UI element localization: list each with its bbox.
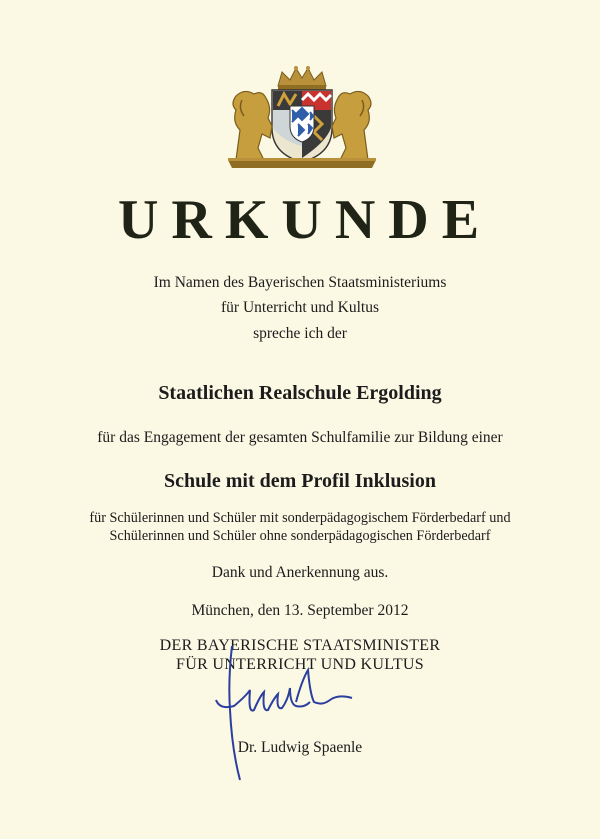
certificate-title: URKUNDE xyxy=(117,189,493,251)
place-date: München, den 13. September 2012 xyxy=(191,602,409,619)
intro-line-3: spreche ich der xyxy=(253,325,347,342)
detail-line-2: Schülerinnen und Schüler ohne sonderpädagogischen Förderbedarf xyxy=(109,528,491,544)
thanks-line: Dank und Anerkennung aus. xyxy=(211,564,389,581)
intro-line-2: für Unterricht und Kultus xyxy=(221,299,379,316)
office-line-1: DER BAYERISCHE STAATSMINISTER xyxy=(159,637,441,654)
office-line-2: FÜR UNTERRICHT UND KULTUS xyxy=(176,656,424,673)
detail-line-1: für Schülerinnen und Schüler mit sonderpädagogischem Förderbedarf und xyxy=(89,510,511,526)
coat-of-arms-icon xyxy=(222,64,382,168)
signatory-name: Dr. Ludwig Spaenle xyxy=(237,739,363,756)
reason-line: für das Engagement der gesamten Schulfamilie zur Bildung einer xyxy=(97,429,503,446)
recipient-name: Staatlichen Realschule Ergolding xyxy=(158,382,442,404)
signature-icon xyxy=(206,640,366,790)
profile-name: Schule mit dem Profil Inklusion xyxy=(164,470,436,492)
intro-line-1: Im Namen des Bayerischen Staatsministeriums xyxy=(153,274,447,291)
